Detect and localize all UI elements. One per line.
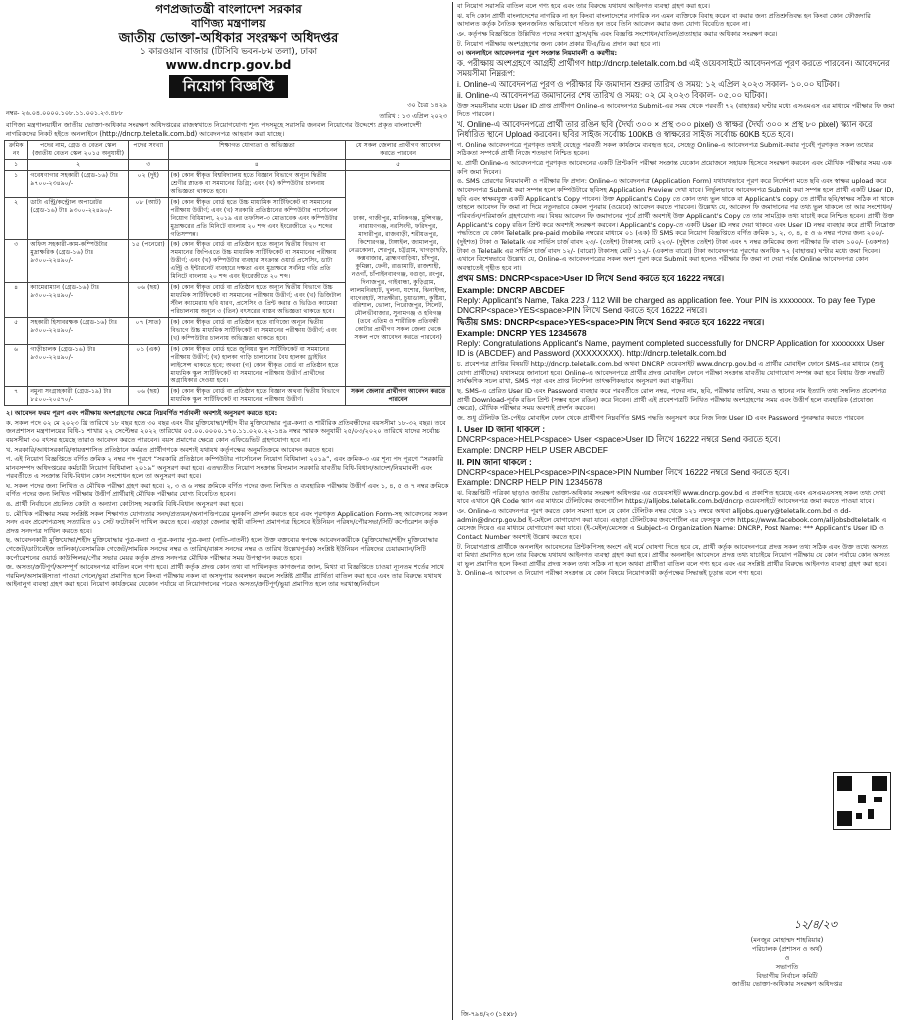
- print-code: জি-৭৯৪/২৩ (১৫x৮): [461, 1010, 518, 1018]
- districts-cell-7: সকল জেলার প্রার্থীগণ আবেদন করতে পারবেন: [346, 387, 451, 406]
- condition-item: ঞ. কর্তৃপক্ষ বিজ্ঞপ্তিতে উল্লিখিত পদের সংখ্যা হ্রাস/বৃদ্ধি এবং বিজ্ঞপ্তি সংশোধন/বাতিল/প্রত্যাহার করার অধিকার সংরক্ষণ করে।: [457, 29, 778, 38]
- website: www.dncrp.gov.bd: [165, 58, 292, 73]
- posts-table: [4, 140, 451, 406]
- section-number: ৩।: [457, 49, 464, 58]
- row-post: গাড়ীচালক (গ্রেড-১৬) টাঃ ৯৩০০-২২৪৯০/-: [28, 344, 129, 387]
- date-label: তারিখ :: [379, 112, 400, 120]
- date-block: [379, 100, 447, 122]
- row-post: ক্যামেরাম্যান (গ্রেড-১৬) টাঃ ৯৩০০-২২৪৯০/-: [28, 283, 129, 318]
- condition-item: খ. সরকারি/আধাসরকারি/স্বায়ত্তশাসিত প্রতিষ্ঠানে কর্মরত প্রার্থীগণকে অবশ্যই যথাযথ কর্তৃপক্ষের অনুমতিক্রমে আবেদন করতে হবে।: [6, 445, 334, 454]
- rule-a: ক. পরীক্ষায় অংশগ্রহণে আগ্রহী প্রার্থীগণ http://dncrp.teletalk.com.bd এই ওয়েবসাইটে আবেদনপত্র পূরণ করতে পারবেন। আবেদনের সময়সীমা নিম্নরূপ:: [457, 57, 890, 78]
- condition-item: জ. অসত্য/ক্রটিপূর্ণ/অসম্পূর্ণ আবেদনপত্র বাতিল বলে গণ্য হবে। প্রার্থী কর্তৃক প্রদত্ত কোন তথ্য বা দাখিলকৃত কাগজপত্র জাল, মিথ্যা বা বিজ্ঞপ্তিতে চাওয়া ন্যূনতম শর্তের সাথে গরমিল/অসামঞ্জস্যতা পাওয়া গেলে/ভুয়া প্রমাণিত হলে কিংবা পরীক্ষায় নকল বা অসদুপায় অবলম্বন করলে সংশ্লিষ্ট প্রার্থীর প্রার্থিতা বাতিল করা হবে এবং তার বিরুদ্ধে যথাযথ আইনানুগ ব্যবস্থা গ্রহণ করা হবে। নিয়োগ কার্যক্রমের যেকোন পর্যায়ে বা নিয়োগদানের পরেও অসত্য/ক্রটিপূর্ণ/ভুয়া প্রমাণিত হলে তার দরখাস্ত/নির্বাচন: [6, 563, 444, 589]
- row-count: ১৫ (পনেরো): [128, 240, 168, 283]
- signatory-name: (মনজুর মোহাম্মদ শাহরিয়ার): [750, 936, 824, 944]
- department-name: জাতীয় ভোক্তা-অধিকার সংরক্ষণ অধিদপ্তর: [118, 30, 339, 46]
- qr-code-icon: [833, 772, 891, 830]
- sms-second: [457, 317, 895, 327]
- conditions-heading: [6, 409, 451, 418]
- rule-jh: ঝ. বিজ্ঞপ্তিটি পত্রিকা ছাড়াও জাতীয় ভোক্তা-অধিকার সংরক্ষণ অধিদপ্তর এর ওয়েবসাইট www.dncrp.gov.bd এ প্রকাশিত হয়েছে এবং এসএমএসসহ সকল তথ্য দেখা যাবে এখানে QR Code স্ক্যান এর মাধ্যমে টেলিটকের জবপোর্টাল https://alljobs.teletalk.com.bd/dncrp ওয়েবসাইটে আবেদনপত্র জমা করতে পাওয়া যাবে।: [457, 488, 886, 506]
- condition-item: বা নিয়োগ সরাসরি বাতিল বলে গণ্য হবে এবং তার বিরুদ্ধে যথাযথ আইনগত ব্যবস্থা গ্রহণ করা হবে।: [457, 2, 710, 10]
- pin-heading: II. PIN জানা থাকলে :: [457, 456, 532, 467]
- col-num: ২: [28, 160, 129, 171]
- condition-item: ঙ. প্রার্থী নির্বাচনে প্রচলিত কোটা ও অন্যান্য কোটাসহ সরকারি বিধি-বিধান অনুসরণ করা হবে।: [6, 500, 244, 509]
- row-count: ০১ (এক): [128, 344, 168, 387]
- row-sl: ৪: [5, 283, 28, 318]
- row-qualification: (ক) কোন স্বীকৃত বোর্ড হতে জুনিয়র স্কুল সার্টিফিকেট বা সমমানের পরীক্ষায় উত্তীর্ণ; (খ) হালকা গাড়ি চালানোর বৈধ হালকা ড্রাইভিং লাইসেন্স থাকতে হবে; অথবা (গ) কোন স্বীকৃত বোর্ড বা প্রতিষ্ঠান হতে মাধ্যমিক স্কুল সার্টিফিকেট বা সমমানের পরীক্ষায় উত্তীর্ণ প্রার্থীদের অগ্রাধিকার দেওয়া হবে।: [168, 344, 346, 387]
- header-qualification: শিক্ষাগত যোগ্যতা ও অভিজ্ঞতা: [168, 141, 346, 160]
- row-post: সহকারী হিসাবরক্ষক (গ্রেড-১৬) টাঃ ৯৩০০-২২৪৯০/-: [28, 317, 129, 344]
- signatory-title: পরিচালক (প্রশাসন ও অর্থ): [751, 944, 823, 953]
- row-qualification: (ক) কোন স্বীকৃত বোর্ড বা প্রতিষ্ঠান হতে অন্যূন দ্বিতীয় বিভাগে উচ্চ মাধ্যমিক সার্টিফিকেট বা সমমানের পরীক্ষায় উত্তীর্ণ; এবং (খ) ডিজিটাল স্টীল ক্যামেরায় ছবি ধারণ, প্রসেসিং ও প্রিন্ট করার ও ভিডিও ক্যামেরা পরিচালনায় অন্যূন ৩ (তিন) বৎসরের বাস্তব অভিজ্ঞতা থাকতে হবে।: [168, 283, 346, 318]
- col-num: ৪: [168, 160, 346, 171]
- rule-j: জ. শুধু টেলিটক প্রি-পেইড মোবাইল ফোন থেকে প্রার্থীগণ নিম্নবর্ণিত SMS পদ্ধতি অনুসরণ করে নিজ নিজ User ID এবং Password পুনরুদ্ধার করতে পারবেন: [457, 413, 864, 422]
- sms-second-cmd: DNCRP<space>YES<space>PIN লিখে Send করতে হবে 16222 নম্বরে।: [504, 316, 765, 327]
- signatory-title: বিভাগীয় নির্বাচন কমিটি: [756, 971, 818, 980]
- header-districts: যে সকল জেলার প্রার্থীগণ আবেদন করতে পারবেন: [346, 141, 451, 160]
- condition-item: ছ. আবেদনকারী মুক্তিযোদ্ধা/শহীদ মুক্তিযোদ্ধার পুত্র-কন্যা ও পুত্র-কন্যার পুত্র-কন্যা (নাতি-নাতনী) হলে উক্ত বক্তব্যের স্বপক্ষে আবেদনকারীকে (মুক্তিযোদ্ধা/শহীদ মুক্তিযোদ্ধার গেজেট/ডাটাবেইজ তালিকা/বেসামরিক গেজেট/সাময়িক সনদের নম্বর ও তারিখ/বাপ্পস সনদের নম্বর ও তারিখ উল্লেখপূর্বক) সংশ্লিষ্ট ইউনিয়ন পরিষদের চেয়ারম্যান/সিটি কর্পোরেশনের ওয়ার্ড কাউন্সিলর/পৌর সভার মেয়র কর্তৃক প্রদত্ত সনদপত্র মৌখিক পরীক্ষার সময় উপস্থাপন করতে হবে।: [6, 536, 438, 562]
- ministry-name: বাণিজ্য মন্ত্রণালয়: [191, 17, 266, 30]
- column-divider: [452, 2, 453, 1020]
- row-post: অফিস সহকারী-কাম-কম্পিউটার মুদ্রাক্ষরিক (গ্রেড-১৬) টাঃ ৯৩০০-২২৪৯০/-: [28, 240, 129, 283]
- row-count: ০৬ (ছয়): [128, 283, 168, 318]
- govt-name: গণপ্রজাতন্ত্রী বাংলাদেশ সরকার: [155, 2, 302, 16]
- row-sl: ৩: [5, 240, 28, 283]
- table-row: [5, 170, 451, 197]
- signatory-and: ও: [784, 953, 790, 962]
- memo-line: [4, 98, 453, 120]
- section-number: ২।: [6, 409, 13, 418]
- signatory: [707, 936, 867, 989]
- header-post: পদের নাম, গ্রেড ও বেতন স্কেল (জাতীয় বেতন স্কেল ২০১৫ অনুযায়ী): [28, 141, 129, 160]
- rule-a-note: উক্ত সময়সীমার মধ্যে User ID প্রাপ্ত প্রার্থীগণ Online-এ আবেদনপত্র Submit-এর সময় থেকে পরবর্তী ৭২ (বাহাত্তর) ঘণ্টার মধ্যে এসএমএস এর মাধ্যমে পরীক্ষার ফি জমা দিতে পারবেন।: [457, 101, 895, 119]
- header: [4, 2, 453, 98]
- sms-reply-1: Reply: Applicant's Name, Taka 223 / 112 Will be charged as application fee. Your PIN is xxxxxxxx. To pay fee Type DNCRP<space>YES<space>PIN লিখে Send করতে হবে 16222 নম্বরে।: [457, 294, 876, 315]
- sms-second-example: Example: DNCRP YES 12345678: [457, 327, 587, 338]
- signatory-title: জাতীয় ভোক্তা-অধিকার সংরক্ষণ অধিদপ্তর: [731, 980, 843, 989]
- right-column: [455, 2, 897, 1022]
- condition-item: ঘ. সকল পদের জন্য লিখিত ও মৌখিক পরীক্ষা গ্রহণ করা হবে। ২, ৩ ও ৬ নম্বর ক্রমিকে বর্ণিত পদের জন্য লিখিত ও ব্যবহারিক পরীক্ষায় উত্তীর্ণ এবং ১, ৪, ৫ ও ৭ নম্বর ক্রমিকে বর্ণিত পদের জন্য লিখিত পরীক্ষায় উত্তীর্ণ প্রার্থীরাই মৌখিক পরীক্ষার যোগ্য বিবেচিত হবেন।: [6, 481, 449, 499]
- notice-title-banner: নিয়োগ বিজ্ঞপ্তি: [169, 75, 288, 98]
- row-post: নমুনা সংগ্রাহকারী (গ্রেড-১৯) টাঃ ৮৫০০-২০৫৭০/-: [28, 387, 129, 406]
- date-bn: ৩০ চৈত্র ১৪২৯: [407, 101, 447, 109]
- row-count: ০৮ (আট): [128, 197, 168, 240]
- intro-paragraph: বাণিজ্য মন্ত্রণালয়াধীন জাতীয় ভোক্তা-অধিকার সংরক্ষণ অধিদপ্তরের রাজস্বখাতে নিয়োগযোগ্য শূন্য পদসমূহে সরাসরি জনবল নিয়োগের উদ্দেশ্যে প্রকৃত বাংলাদেশী নাগরিকদের নিকট হইতে অনলাইনে (http://dncrp.teletalk.com.bd) আবেদনপত্র আহবান করা যাচ্ছে।: [6, 121, 422, 138]
- right-text: [457, 2, 895, 578]
- table-row: [5, 387, 451, 406]
- userid-heading: I. User ID জানা থাকলে :: [457, 423, 546, 434]
- rule-e: ঙ. SMS প্রেরণের নিয়মাবলী ও পরীক্ষার ফি প্রদান: Online-এ আবেদনপত্র (Application Form) যথাযথভাবে পূরণ করে নির্দেশনা মতে ছবি এবং স্বাক্ষর upload করে আবেদনপত্র Submit করা সম্পন্ন হলে কম্পিউটারে ছবিসহ Application Preview দেখা যাবে। নির্ভুলভাবে আবেদনপত্র Submit করা সম্পন্ন হলে প্রার্থী একটি User ID, ছবি এবং স্বাক্ষরযুক্ত একটি Applicant's Copy পাবেন। উক্ত Applicant's Copy তে কোন তথ্য ভুল থাকে বা Applicant's copy তে প্রার্থীর ছবি/স্বাক্ষর সঠিক না থাকে তাহলে আবেদন ফি জমা না দিয়ে নতুনভাবে কেবল পুনরায় (ওয়েবে) আবেদন করতে পারবেন। উল্লেখ্য যে, আবেদন ফি জমাদানের পর তথ্য ভুল থাকলে তা আর সংশোধন/পরিবর্তন/পরিমার্জন গ্রহণযোগ্য নয়। বিষয় আবেদন ফি জমাদানের পূর্বে প্রার্থী অবশ্যই উক্ত Applicant's Copy তে তার সামগ্রিক তথ্য যাচাই করে নিশ্চিত হবেন। প্রার্থী উক্ত Applicant's copy রঙিন প্রিন্ট করে অবশ্যই সংরক্ষণ করবেন। Applicant's copy-তে একটি User ID নম্বর দেয়া থাকবে এবং User ID নম্বর ব্যবহার করে প্রার্থী নিম্নোক্ত পদ্ধতিতে যে কোন Teletalk pre-paid mobile নম্বরের মাধ্যমে ০১ (এক) টি SMS করে নিয়োগ বিজ্ঞপ্তিতে বর্ণিত ক্রমিক ১, ২, ৩, ৪, ৫ ও ৬ নম্বর পদের জন্য ২০০/- (দুইশত) টাকা ও Teletalk এর সার্ভিস চার্জ বাবদ ২৩/- (তেইশ) টাকাসহ মোট ২২৩/- (দুইশত তেইশ) টাকা এবং ৭ নম্বর ক্রমিকের জন্য পরীক্ষার ফি বাবদ ১০০/- (একশত) টাকা ও Teletalk এর সার্ভিস চার্জ বাবদ ১২/- (বারো) টাকাসহ মোট ১১২/- (একশত বারো) টাকা আবেদনপত্র পূরণের অনধিক ৭২ (বাহাত্তর) ঘণ্টার মধ্যে জমা দিবেন। এখানে বিশেষভাবে উল্লেখ্য যে, Online-এ আবেদনপত্রের সকল অংশ পূরণ করে Submit করা হলেও পরীক্ষার ফি জমা না দেয়া পর্যন্ত Online আবেদনপত্র কোন অবস্থাতেই গৃহীত হবে না।: [457, 177, 895, 272]
- rule-th: ঠ. Online-এ আবেদন ও নিয়োগ পরীক্ষা সংক্রান্ত যে কোন বিষয়ে নিয়োগকারী কর্তৃপক্ষের সিদ্ধান্তই চূড়ান্ত বলে গণ্য হবে।: [457, 569, 763, 578]
- col-num: ৩: [128, 160, 168, 171]
- rule-t: ট. নিয়োগপ্রাপ্ত প্রার্থীকে অনলাইন আবেদনের প্রিন্টকপিসহ অংশে এই মর্মে ঘোষণা দিতে হবে যে, প্রার্থী কর্তৃক আবেদনপত্রে প্রদত্ত সকল তথ্য সঠিক এবং উক্ত তথ্যে অসত্য বা মিথ্যা প্রমাণিত হলে তার বিরুদ্ধে যথাযথ আইনগত ব্যবস্থা গ্রহণ করা হবে। প্রার্থীর অনলাইন আবেদনে প্রদত্ত তথ্য যাচাইয়ে নিয়োগ পরীক্ষায় যে কোন পর্যায়ে কোন অসত্য বা ভুল প্রমাণিত হলে কিংবা প্রার্থীর প্রদত্ত সকল তথ্য সঠিক না হলে অথবা প্রার্থীতা বাতিল বলে গণ্য হবে এবং এর সংশ্লিষ্ট প্রার্থীর বিরুদ্ধে আইনগত ব্যবস্থা গ্রহণ করা হবে।: [457, 542, 890, 568]
- condition-item: ঝ. যদি কোন প্রার্থী বাংলাদেশের নাগরিক না হন কিংবা বাংলাদেশের নাগরিক নন এমন ব্যক্তিকে বিবাহ করেন বা করার জন্য প্রতিশ্রুতিবদ্ধ হন কিংবা কোন ফৌজদারি আদালত কর্তৃক নৈতিক স্থলনজনিত অভিযোগে দণ্ডিত হন তবে তিনি আবেদন করার জন্য যোগ্য বিবেচিত হবেন না।: [457, 11, 871, 29]
- sms-first-cmd: DNCRP<space>User ID লিখে Send করতে হবে 16222 নম্বরে।: [499, 273, 725, 284]
- row-sl: ১: [5, 170, 28, 197]
- condition-item: ট. নিয়োগ পরীক্ষায় অংশগ্রহণের জন্য কোন প্রকার টিএ/ডিএ প্রদান করা হবে না।: [457, 39, 661, 48]
- row-sl: ২: [5, 197, 28, 240]
- header-count: পদের সংখ্যা: [128, 141, 168, 160]
- row-qualification: (ক) কোন স্বীকৃত বোর্ড বা প্রতিষ্ঠান হতে বাণিজ্যে অন্যূন দ্বিতীয় বিভাগে উচ্চ মাধ্যমিক সার্টিফিকেট বা সমমানের পরীক্ষায় উত্তীর্ণ; এবং (খ) কম্পিউটার চালনায় অভিজ্ঞতা থাকতে হবে।: [168, 317, 346, 344]
- signature-mark: ১২/৪/২৩: [793, 918, 837, 931]
- memo-number: নম্বর- ২৬.০৪.০০০০.১০৮.১১.০০১.২৩.৪৮৮: [6, 109, 123, 117]
- districts-cell: ঢাকা, গাজীপুর, মানিকগঞ্জ, মুন্সিগঞ্জ, নারায়ণগঞ্জ, নরসিংদী, ফরিদপুর, মাদারীপুর, রাজবাড়ী, শরীয়তপুর, কিশোরগঞ্জ, টাঙ্গাইল, জামালপুর, নেত্রকোনা, শেরপুর, চট্টগ্রাম, খাগড়াছড়ি, কক্সবাজার, ব্রাহ্মণবাড়িয়া, চাঁদপুর, কুমিল্লা, ফেনী, রাঙামাটি, রাজশাহী, নওগাঁ, চাঁপাইনবাবগঞ্জ, বগুড়া, রংপুর, দিনাজপুর, গাইবান্ধা, কুড়িগ্রাম, লালমনিরহাট, খুলনা, যশোর, ঝিনাইদহ, বাগেরহাট, সাতক্ষীরা, চুয়াডাঙ্গা, কুষ্টিয়া, বরিশাল, ভোলা, পিরোজপুর, সিলেট, মৌলভীবাজার, সুনামগঞ্জ ও হবিগঞ্জ (তবে এতিম ও শারীরিক প্রতিবন্ধী কোটার প্রার্থীগণ সকল জেলা থেকে সকল পদে আবেদন করতে পারবেন): [346, 170, 451, 386]
- sms-second-label: দ্বিতীয় SMS:: [457, 316, 502, 327]
- rule-ch: চ. প্রবেশপত্র প্রাপ্তির বিষয়টি http://dncrp.teletalk.com.bd অথবা DNCRP ওয়েবসাইট www.dncrp.gov.bd এ প্রার্থীর মোবাইল ফোনে SMS-এর মাধ্যমে (শুধু যোগ্য প্রার্থীদের) যথাসময়ে জানানো হবে। Online-এ আবেদনপত্রে প্রার্থীর প্রদত্ত মোবাইল ফোনে পরীক্ষা সংক্রান্ত যাবতীয় যোগাযোগ সম্পন্ন করা হবে বিধায় উক্ত নম্বরটি সার্বক্ষণিক সচল রাখা, SMS পড়া এবং প্রাপ্ত নির্দেশনা তাৎক্ষণিকভাবে অনুসরণ করা বাঞ্ছনীয়।: [457, 360, 885, 386]
- address: ১ কারওয়ান বাজার (টিসিবি ভবন-৮ম তলা), ঢাকা: [139, 47, 318, 57]
- rule-nio: ঞ. Online-এ আবেদনপত্র পূরণ করতে কোন সমস্যা হলে যে কোন টেলিটক নম্বর থেকে ১২১ নম্বরে অথবা alljobs.query@teletalk.com.bd ও dd-admin@dncrp.gov.bd ই-মেইলে যোগাযোগ করা যাবে। এছাড়া টেলিটকের জবপোর্টাল এর ফেসবুক পেজ https://www.facebook.com/alljobsbdteletalk এ মেসেজ দিয়েও এর মাধ্যমে যোগাযোগ করা যাবে। (ই-মেইল/মেসেজ এ Subject-এ Organization Name: DNCRP, Post Name: *** Applicant's User ID ও Contact Number অবশ্যই উল্লেখ করতে হবে।: [457, 506, 887, 541]
- rule-a-end: ii. Online-এ আবেদনপত্র জমাদানের শেষ তারিখ ও সময়: ০২ মে ২০২৩ বিকাল- ০৫.০০ ঘটিকা।: [457, 89, 768, 100]
- userid-cmd: DNCRP<space>HELP<space> User <space>User ID লিখে 16222 নম্বরে Send করতে হবে।: [457, 433, 781, 444]
- date-en: ১৩ এপ্রিল ২০২৩: [401, 112, 447, 120]
- row-sl: ৫: [5, 317, 28, 344]
- conditions-section: [6, 409, 451, 589]
- section-heading: অনলাইনে আবেদনপত্র পূরণ সংক্রান্ত নিয়মাবলী ও করণীয়:: [465, 49, 618, 58]
- rule-chh: ছ. SMS-এ প্রেরিত User ID এবং Password ব্যবহার করে পরবর্তীতে রোল নম্বর, পদের নাম, ছবি, পরীক্ষার তারিখ, সময় ও স্থানের নাম ইত্যাদি তথ্য সম্বলিত প্রবেশপত্র প্রার্থী Download-পূর্বক রঙিন প্রিন্ট (সম্ভব হলে রঙিন) করে নিবেন। প্রার্থী এই প্রবেশপত্রটি লিখিত পরীক্ষায় অংশগ্রহণের সময় এবং উত্তীর্ণ হলে ব্যবহারিক (প্রযোজ্য ক্ষেত্রে), মৌখিক পরীক্ষার সময় অবশ্যই প্রদর্শন করবেন।: [457, 386, 887, 413]
- col-num: ১: [5, 160, 28, 171]
- row-qualification: (ক) কোন স্বীকৃত বোর্ড বা প্রতিষ্ঠান হতে অন্যূন দ্বিতীয় বিভাগ বা সমমানের জিপিএতে উচ্চ মাধ্যমিক সার্টিফিকেট বা সমমানের পরীক্ষায় উত্তীর্ণ; এবং (খ) কম্পিউটার ব্যবহার সংক্রান্ত ওয়ার্ড প্রসেসিং, ডাটা এন্ট্রি ও ইন্টারনেট ব্যবহারে দক্ষতা এবং মুদ্রাক্ষরে সর্বনিম্ন গতি প্রতি মিনিটে বাংলায় ২০ শব্দ এবং ইংরেজীতে ২০ শব্দ।: [168, 240, 346, 283]
- row-count: ০৬ (ছয়): [128, 387, 168, 406]
- signatory-title: সভাপতি: [775, 962, 799, 971]
- condition-item: ক. সকল পদে ০২ মে ২০২৩ খ্রি তারিখে ১৮ বছর হতে ৩০ বছর এবং বীর মুক্তিযোদ্ধা/শহীদ বীর মুক্তিযোদ্ধার পুত্র-কন্যা ও শারীরিক প্রতিবন্ধীদের বয়সসীমা ১৮-৩২ বছর। তবে জনপ্রশাসন মন্ত্রণালয়ের বিধি-১ শাখার ২২ সেপ্টেম্বর ২০২২ তারিখের ০৫.০০.০০০০.১৭০.১১.০২০.২২-১৪৯ নম্বর স্মারক অনুযায়ী ২৫/০৩/২০২০ তারিখে যাদের সর্বোচ্চ বয়সসীমা ৩০ বৎসর হয়েছে তারাও আবেদন করতে পারবেন। বয়স প্রমাণের ক্ষেত্রে কোন এফিডেভিট গ্রহণযোগ্য হবে না।: [6, 418, 446, 444]
- rule-a-start: i. Online-এ আবেদনপত্র পূরণ ও পরীক্ষার ফি জমাদান শুরুর তারিখ ও সময়: ১২ এপ্রিল ২০২৩ সকাল- ১০.০০ ঘটিকা।: [457, 78, 840, 89]
- section-heading: আবেদন ফরম পূরণ এবং পরীক্ষায় অংশগ্রহণের ক্ষেত্রে নিম্নবর্ণিত শর্তাবলী অবশ্যই অনুসরণ করতে হবে:: [14, 409, 278, 418]
- row-qualification: (ক) কোন স্বীকৃত বোর্ড বা প্রতিষ্ঠান হতে বিজ্ঞান অথবা দ্বিতীয় বিভাগে মাধ্যমিক স্কুল সার্টিফিকেট বা সমমানের পরীক্ষায় উত্তীর্ণ।: [168, 387, 346, 406]
- row-post: গবেষণাগার সহকারী (গ্রেড-১৬) টাঃ ৯৭০০-২৩৪৯০/-: [28, 170, 129, 197]
- row-count: ০২ (দুই): [128, 170, 168, 197]
- rule-c: গ. Online আবেদনপত্রে পূরণকৃত তথ্যই যেহেতু পরবর্তী সকল কার্যক্রমে ব্যবহৃত হবে, সেহেতু Online-এ আবেদনপত্র Submit-করার পূর্বেই পূরণকৃত সকল তথ্যের সঠিকতা সম্পর্কে প্রার্থী নিজে শতভাগ নিশ্চিত হবেন।: [457, 140, 874, 158]
- header-sl: ক্রমিক নং: [5, 141, 28, 160]
- row-sl: ৬: [5, 344, 28, 387]
- condition-item: চ. মৌখিক পরীক্ষার সময় সংশ্লিষ্ট সকল শিক্ষাগত যোগ্যতার সনদ/প্রত্যয়ন/অনাপত্তিপত্রের মূলকপি প্রদর্শন করতে হবে এবং পূরণকৃত Application Form-সহ আবেদনের সকল সনদ এবং প্রবেশপত্রসহ সত্যায়িত ০১ সেট ফটোকপি দাখিল করতে হবে। এছাড়া জেলার স্থায়ী বাসিন্দা প্রমাণপত্র হিসেবে ইউনিয়ন পরিষদ/পৌরসভা/সিটি কর্পোরেশন কর্তৃক প্রদত্ত সনদপত্র দাখিল করতে হবে।: [6, 509, 448, 535]
- online-rules-heading: [457, 49, 895, 58]
- row-qualification: (ক) কোন স্বীকৃত বোর্ড হতে উচ্চ মাধ্যমিক সার্টিফিকেট বা সমমানের পরীক্ষায় উত্তীর্ণ; এবং (খ) সরকারি প্রতিষ্ঠানের কম্পিউটার পার্সোনেল নিয়োগ বিধিমালা, ২০১৯ এর তফসিল-৩ মোতাবেক এবং কম্পিউটার মুদ্রাক্ষরের প্রতি মিনিটে বাংলায় ২০ শব্দ এবং ইংরেজীতে ২০ শব্দের গতিসম্পন্ন।: [168, 197, 346, 240]
- sms-first: [457, 273, 895, 283]
- condition-item: গ. এই নিয়োগ বিজ্ঞপ্তিতে বর্ণিত ক্রমিক ২ নম্বর পদ পূরণে “সরকারি প্রতিষ্ঠানে কম্পিউটার পার্সোনেল নিয়োগ বিধিমালা ২০১৯”, এবং ক্রমিক-৩ এর শূন্য পদ পূরণে “সরকারি মানবসম্পদ অধিদপ্তরের কর্মচারী নিয়োগ বিধিমালা ২০১৯” অনুসরণ করা হবে। এতদ্ব্যতীত নিয়োগ সংক্রান্ত বিদ্যমান সরকারি যাবতীয় বিধি-বিধান/আদেশ/নিয়মাবলী এবং পরবর্তীতে এ সংক্রান্ত বিধি-বিধান কোন সংশোধন হলে তা অনুসরণ করা হবে।: [6, 455, 444, 481]
- row-qualification: (ক) কোন স্বীকৃত বিশ্ববিদ্যালয় হতে বিজ্ঞান বিভাগে অন্যূন দ্বিতীয় শ্রেণীর স্নাতক বা সমমানের ডিগ্রি; এবং (খ) কম্পিউটার চালনায় অভিজ্ঞতা থাকতে হবে।: [168, 170, 346, 197]
- userid-example: Example: DNCRP HELP USER ABCDEF: [457, 444, 608, 455]
- sms-first-label: প্রথম SMS:: [457, 273, 498, 284]
- left-column: [4, 2, 453, 1022]
- row-post: ডাটা এন্ট্রি/কন্ট্রোল অপারেটর (গ্রেড-১৬) টাঃ ৯৩০০-২২৪৯০/-: [28, 197, 129, 240]
- sms-reply-2: Reply: Congratulations Applicant's Name, payment completed successfully for DNCRP Application for xxxxxxxx User ID is (ABCDEF) and Password (XXXXXXXX). http://dncrp.teletalk.com.bd: [457, 338, 885, 359]
- pin-cmd: DNCRP<space>HELP<space>PIN<space>PIN Number লিখে 16222 নম্বরে Send করতে হবে। Example: DNCRP HELP PIN 12345678: [457, 466, 790, 487]
- rule-b: খ. Online-এ আবেদনপত্রে প্রার্থী তার রঙিন ছবি (দৈর্ঘ্য ৩০০ × প্রস্থ ৩০০ pixel) ও স্বাক্ষর (দৈর্ঘ্য ৩০০ × প্রস্থ ৮০ pixel) স্ক্যান করে নির্ধারিত স্থানে Upload করবেন। ছবির সাইজ সর্বোচ্চ 100KB ও স্বাক্ষরের সাইজ সর্বোচ্চ 60KB হতে হবে।: [457, 118, 873, 139]
- row-sl: ৭: [5, 387, 28, 406]
- sms-first-example: Example: DNCRP ABCDEF: [457, 284, 565, 295]
- table-header-row: [5, 141, 451, 160]
- rule-d: ঘ. প্রার্থী Online-এ আবেদনপত্রে পূরণকৃত আবেদনের একটি প্রিন্টকপি পরীক্ষা সংক্রান্ত যেকোন প্রয়োজনে সহায়ক হিসেবে সংরক্ষণ করবেন এবং মৌখিক পরীক্ষার সময় এক কপি জমা দিবেন।: [457, 159, 892, 176]
- row-count: ০৭ (সাত): [128, 317, 168, 344]
- column-number-row: [5, 160, 451, 171]
- col-num: ৫: [346, 160, 451, 171]
